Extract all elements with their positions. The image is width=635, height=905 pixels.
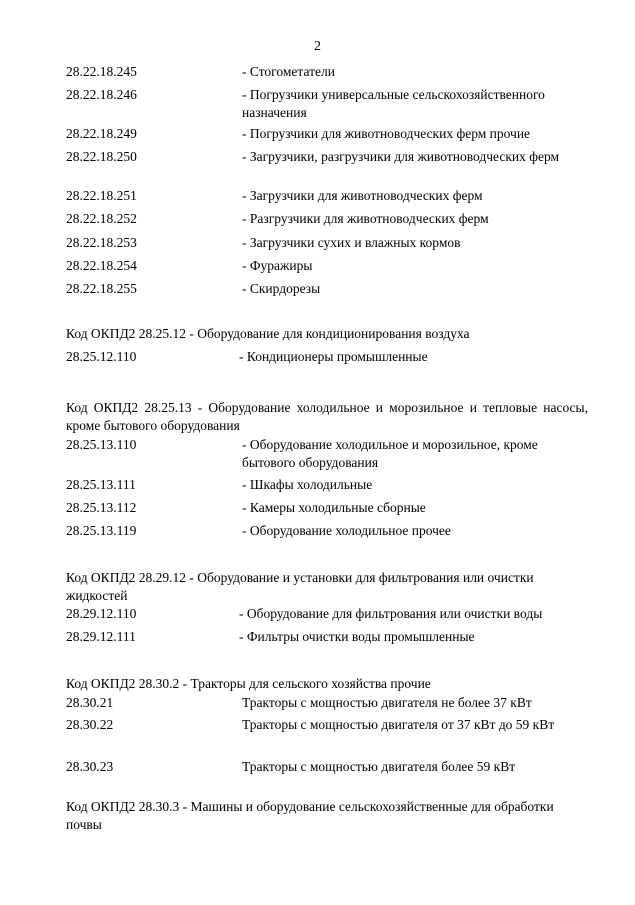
item-code: 28.25.13.111 [66,477,136,492]
item-description: - Стогометатели [242,64,335,79]
item-code: 28.30.23 [66,759,114,774]
item-description: - Камеры холодильные сборные [242,500,426,515]
item-description: Тракторы с мощностью двигателя более 59 кВт [242,759,516,774]
item-code: 28.22.18.249 [66,126,137,141]
section-heading: Код ОКПД2 28.29.12 - Оборудование и установки для фильтрования или очистки жидкостей [66,570,534,603]
item-code: 28.22.18.252 [66,211,137,226]
item-code: 28.25.12.110 [66,349,137,364]
item-code: 28.22.18.250 [66,149,137,164]
item-code: 28.22.18.245 [66,64,137,79]
item-code: 28.22.18.253 [66,235,137,250]
item-description: - Оборудование холодильное и морозильное, кроме бытового оборудования [242,437,538,470]
item-description: - Кондиционеры промышленные [239,349,428,364]
item-code: 28.25.13.112 [66,500,137,515]
item-description: Тракторы с мощностью двигателя не более 37 кВт [242,695,532,710]
item-description: - Скирдорезы [242,281,321,296]
item-code: 28.25.13.110 [66,437,137,452]
item-description: Тракторы с мощностью двигателя от 37 кВт до 59 кВт [242,717,555,732]
item-code: 28.29.12.110 [66,606,137,621]
item-code: 28.30.21 [66,695,114,710]
item-description: - Загрузчики сухих и влажных кормов [242,235,461,250]
item-description: - Погрузчики универсальные сельскохозяйственного назначения [242,87,545,120]
item-description: - Загрузчики для животноводческих ферм [242,188,483,203]
item-description: - Фильтры очистки воды промышленные [239,629,475,644]
item-description: - Погрузчики для животноводческих ферм прочие [242,126,531,141]
item-description: - Оборудование для фильтрования или очистки воды [239,606,543,621]
section-heading: Код ОКПД2 28.25.13 - Оборудование холодильное и морозильное и тепловые насосы, кроме бытового оборудования [66,400,588,433]
item-code: 28.22.18.254 [66,258,137,273]
item-description: - Загрузчики, разгрузчики для животноводческих ферм [242,149,560,164]
section-heading: Код ОКПД2 28.30.3 - Машины и оборудование сельскохозяйственные для обработки почвы [66,799,554,832]
item-description: - Фуражиры [242,258,313,273]
item-description: - Оборудование холодильное прочее [242,523,451,538]
section-heading: Код ОКПД2 28.30.2 - Тракторы для сельского хозяйства прочие [66,676,431,691]
item-description: - Шкафы холодильные [242,477,373,492]
item-code: 28.30.22 [66,717,114,732]
item-code: 28.22.18.255 [66,281,137,296]
section-heading: Код ОКПД2 28.25.12 - Оборудование для кондиционирования воздуха [66,326,470,341]
item-code: 28.25.13.119 [66,523,137,538]
item-code: 28.22.18.246 [66,87,137,102]
item-code: 28.22.18.251 [66,188,137,203]
item-code: 28.29.12.111 [66,629,136,644]
item-description: - Разгрузчики для животноводческих ферм [242,211,489,226]
page-number: 2 [314,39,321,54]
